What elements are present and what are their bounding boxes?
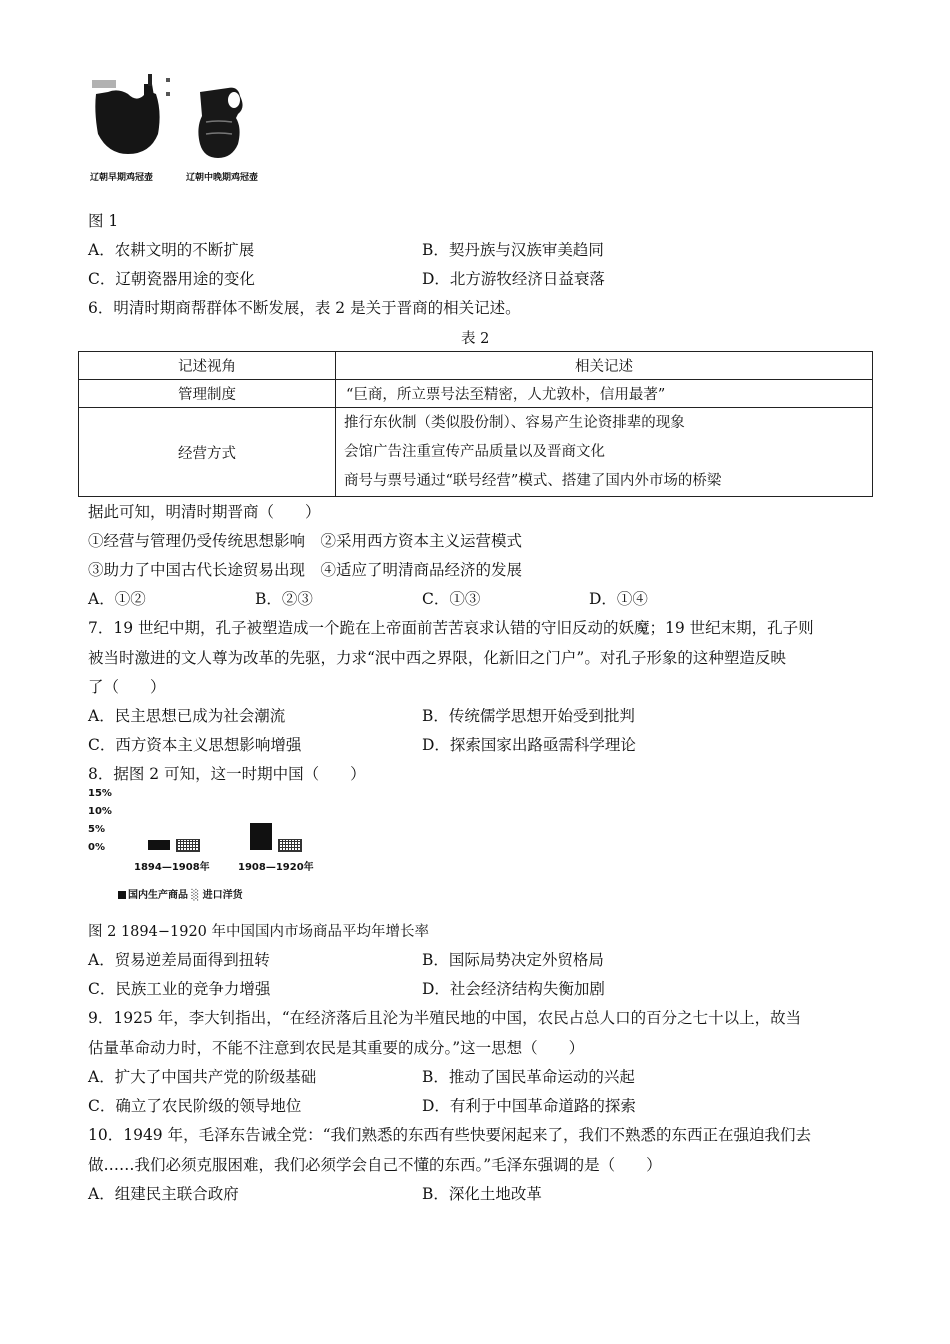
q5-option-a: A．农耕文明的不断扩展	[88, 241, 255, 259]
figure-2-caption: 图 2 1894−1920 年中国国内市场商品平均年增长率	[88, 924, 430, 940]
q7-option-d: D．探索国家出路亟需科学理论	[422, 736, 636, 754]
bar-domestic-goods	[250, 823, 272, 850]
q7-option-b: B．传统儒学思想开始受到批判	[422, 707, 635, 725]
legend-swatch-domestic	[118, 891, 126, 899]
q9-option-a: A．扩大了中国共产党的阶级基础	[88, 1068, 317, 1086]
q7-option-c: C．西方资本主义思想影响增强	[88, 736, 302, 754]
bar-imported-goods	[278, 839, 302, 852]
y-tick-label: 10%	[88, 806, 112, 817]
row1-record: “巨商，所立票号法至精密，人尤敦朴，信用最著”	[336, 380, 873, 408]
q8-option-a: A．贸易逆差局面得到扭转	[88, 951, 270, 969]
q7-line-1: 7．19 世纪中期，孔子被塑造成一个跪在上帝面前苦苦哀求认错的守旧反动的妖魔；19 世纪末期，孔子则	[88, 619, 814, 637]
q6-option-a: A．①②	[88, 590, 146, 608]
q10-line-2: 做……我们必须克服困难，我们必须学会自己不懂的东西。”毛泽东强调的是（ ）	[88, 1156, 662, 1174]
x-tick-label: 1908—1920年	[238, 862, 314, 873]
chart-legend	[118, 886, 243, 901]
row2-record-3: 商号与票号通过“联号经营”模式、搭建了国内外市场的桥梁	[344, 472, 722, 489]
row2-aspect: 经营方式	[79, 408, 336, 497]
table-header-row	[79, 352, 873, 380]
q6-option-c: C．①③	[422, 590, 481, 608]
legend-text: 国内生产商品 ░ 进口洋货	[128, 890, 243, 901]
figure-1-label: 图 1	[88, 212, 119, 230]
q9-option-b: B．推动了国民革命运动的兴起	[422, 1068, 635, 1086]
table-row	[79, 380, 873, 408]
header-aspect: 记述视角	[79, 352, 336, 380]
early-pot-image	[92, 74, 170, 154]
q7-line-2: 被当时激进的文人尊为改革的先驱，力求“泯中西之界限，化新旧之门户”。对孔子形象的这种塑造反映	[88, 649, 786, 667]
bar-domestic-goods	[148, 840, 170, 850]
bar-imported-goods	[176, 839, 200, 852]
q10-option-b: B．深化土地改革	[422, 1185, 542, 1203]
late-pot-image	[198, 88, 242, 158]
table-2-title: 表 2	[461, 331, 490, 347]
x-tick-label: 1894—1908年	[134, 862, 210, 873]
q6-question: 据此可知，明清时期晋商（ ）	[88, 503, 321, 521]
q9-option-c: C．确立了农民阶级的领导地位	[88, 1097, 302, 1115]
q9-option-d: D．有利于中国革命道路的探索	[422, 1097, 636, 1115]
table-row	[79, 408, 873, 497]
row2-record-1: 推行东伙制（类似股份制）、容易产生论资排辈的现象	[344, 414, 685, 431]
q8-option-c: C．民族工业的竞争力增强	[88, 980, 271, 998]
y-tick-label: 15%	[88, 788, 112, 799]
row1-aspect: 管理制度	[79, 380, 336, 408]
q10-line-1: 10．1949 年，毛泽东告诫全党：“我们熟悉的东西有些快要闲起来了，我们不熟悉的东西正在强迫我们去	[88, 1126, 812, 1144]
q6-items-1: ①经营与管理仍受传统思想影响 ②采用西方资本主义运营模式	[88, 532, 523, 550]
q9-line-2: 估量革命动力时，不能不注意到农民是其重要的成分。”这一思想（ ）	[88, 1039, 585, 1057]
figure-2-chart	[88, 786, 328, 906]
q5-option-d: D．北方游牧经济日益衰落	[422, 270, 605, 288]
q10-option-a: A．组建民主联合政府	[88, 1185, 239, 1203]
q6-stem: 6．明清时期商帮群体不断发展，表 2 是关于晋商的相关记述。	[88, 299, 521, 317]
q6-option-d: D．①④	[589, 590, 648, 608]
early-pot-caption: 辽朝早期鸡冠壶	[90, 173, 154, 183]
y-tick-label: 5%	[88, 824, 105, 835]
pot-images	[88, 72, 288, 172]
y-tick-label: 0%	[88, 842, 105, 853]
q9-line-1: 9．1925 年，李大钊指出，“在经济落后且沦为半殖民地的中国，农民占总人口的百分之七十以上，故当	[88, 1009, 802, 1027]
q8-option-b: B．国际局势决定外贸格局	[422, 951, 604, 969]
table-2	[78, 351, 873, 497]
q8-option-d: D．社会经济结构失衡加剧	[422, 980, 605, 998]
late-pot-caption: 辽朝中晚期鸡冠壶	[186, 173, 259, 183]
q5-option-c: C．辽朝瓷器用途的变化	[88, 270, 255, 288]
row2-record-2: 会馆广告注重宣传产品质量以及晋商文化	[344, 443, 605, 460]
row2-records	[336, 408, 873, 497]
header-record: 相关记述	[336, 352, 873, 380]
q7-option-a: A．民主思想已成为社会潮流	[88, 707, 286, 725]
q7-line-3: 了（ ）	[88, 678, 166, 696]
q8-stem: 8．据图 2 可知，这一时期中国（ ）	[88, 765, 366, 783]
q5-option-b: B．契丹族与汉族审美趋同	[422, 241, 604, 259]
q6-option-b: B．②③	[255, 590, 313, 608]
q6-items-2: ③助力了中国古代长途贸易出现 ④适应了明清商品经济的发展	[88, 561, 523, 579]
